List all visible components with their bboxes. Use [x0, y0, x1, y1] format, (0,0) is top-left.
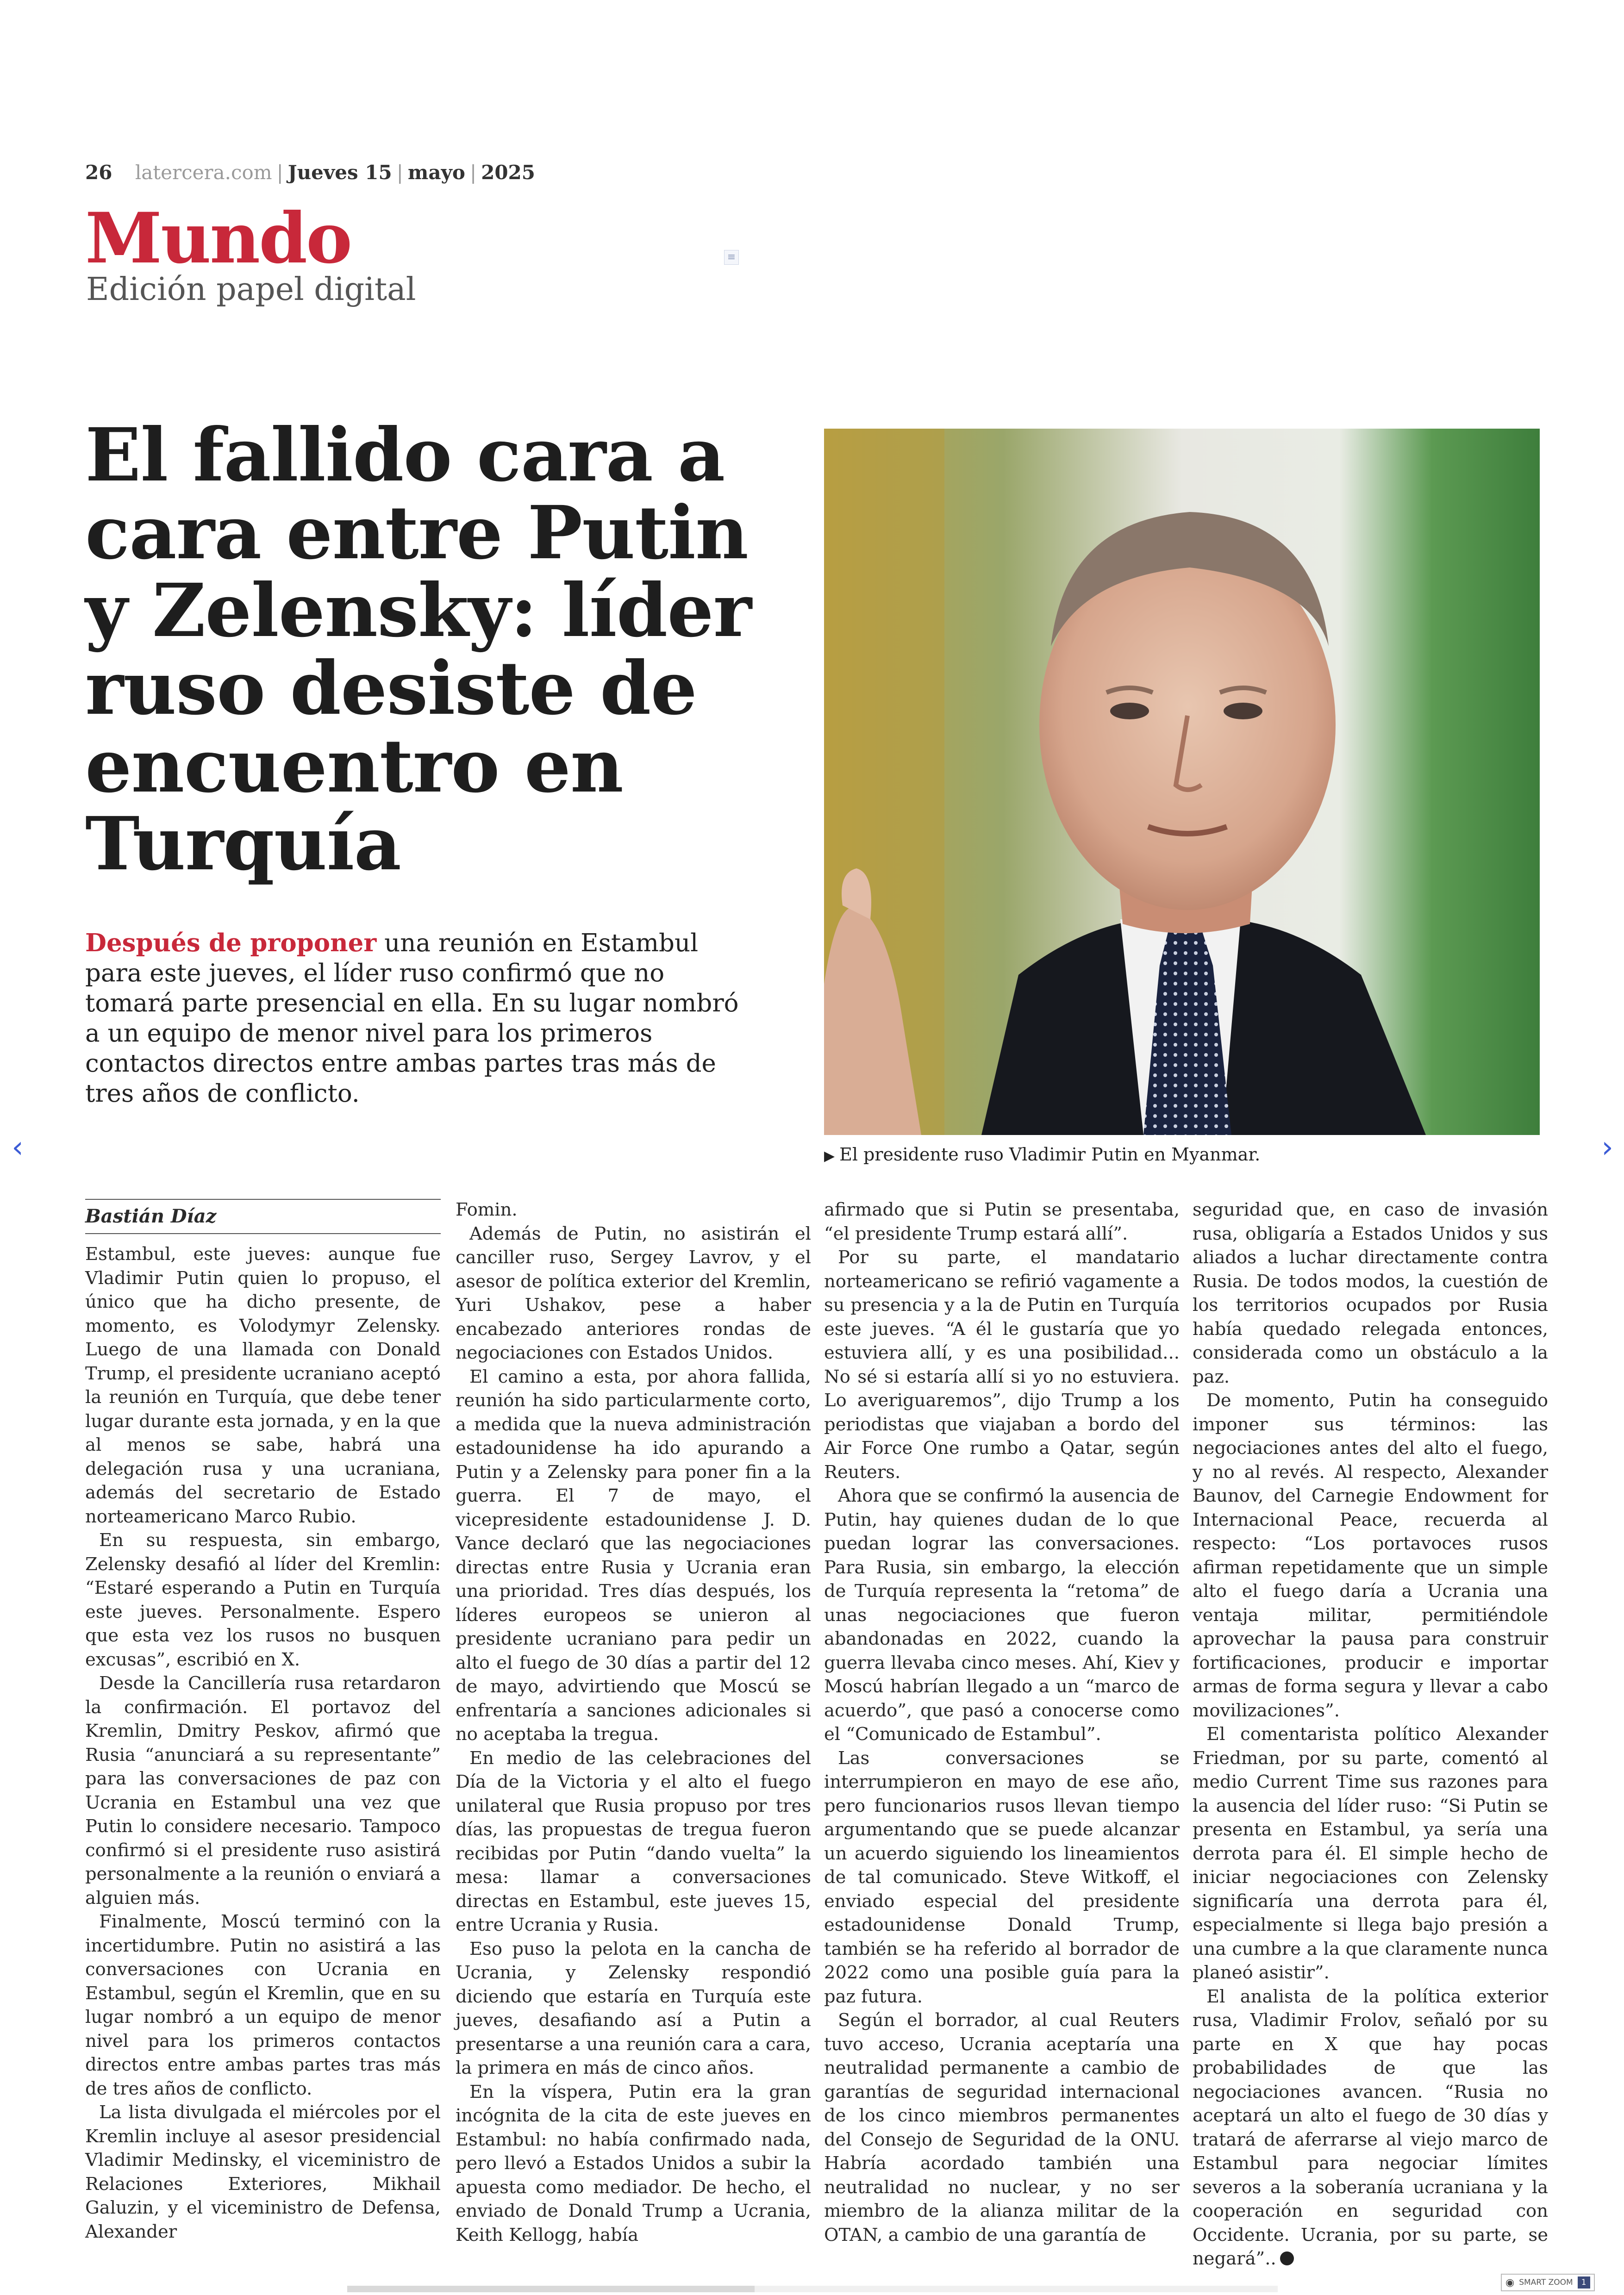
issue-year: 2025 — [481, 161, 536, 184]
issue-month: mayo — [407, 161, 465, 184]
paragraph: La lista divulgada el miércoles por el Kremlin incluye al asesor presidencial Vladimir Medinsky, el viceministro de Relaciones Exteriores, Mikhail Galuzin, y el viceministro de Defensa, Alexander — [85, 2102, 441, 2242]
paragraph: De momento, Putin ha conseguido imponer sus términos: las negociaciones antes del alto el fuego, y no al revés. Al respecto, Alexander Baunov, del Carnegie Endowment for Internacional Peace, recuerda al respecto: “Los portavoces rusos afirman repetidamente que un simple alto el fuego daría a Ucrania una ventaja militar, permitiéndole aprovechar la pausa para construir fortificaciones, producir e importar armas de forma segura y llevar a cabo movilizaciones”. — [1193, 1390, 1548, 1721]
end-of-article-icon — [1280, 2251, 1294, 2265]
paragraph: El comentarista político Alexander Friedman, por su parte, comentó al medio Current Time sus razones para la ausencia del líder ruso: “Si Putin se presenta en Estambul, ya sería una derrota para él. El simple hecho de iniciar negociaciones con Zelensky significaría una derrota para él, especialmente si llega bajo presión a una cumbre a la que claramente nunca planeó asistir”. — [1193, 1724, 1548, 1983]
paragraph: En su respuesta, sin embargo, Zelensky desafió al líder del Kremlin: “Estaré esperando a Putin en Turquía este jueves. Personalmente. Espero que esta vez los rusos no busquen excusas”, escribió en X. — [85, 1530, 441, 1670]
photo-caption: ▶ El presidente ruso Vladimir Putin en Myanmar. — [824, 1144, 1261, 1165]
paragraph: Fomin. — [456, 1199, 518, 1220]
paragraph: Estambul, este jueves: aunque fue Vladimir Putin quien lo propuso, el único que ha dicho presente, de momento, es Volodymyr Zelensky. Luego de una llamada con Donald Trump, el presidente ucraniano aceptó la reunión en Turquía, que debe tener lugar durante esta jornada, y en la que al menos se sabe, habrá una delegación rusa y una ucraniana, además del secretario de Estado norteamericano Marco Rubio. — [85, 1244, 441, 1527]
paragraph: afirmado que si Putin se presentaba, “el presidente Trump estará allí”. — [824, 1199, 1180, 1244]
page-indicator: 1 — [1578, 2276, 1590, 2289]
paragraph: El camino a esta, por ahora fallida, reunión ha sido particularmente corto, a medida que la nueva administración estadounidense ha ido apurando a Putin y a Zelensky para poner fin a la guerra. El 7 de mayo, el vicepresidente estadounidense J. D. Vance declaró que las negociaciones directas entre Rusia y Ucrania eran una prioridad. Tres días después, los líderes europeos se unieron al presidente ucraniano para pedir un alto el fuego de 30 días a partir del 12 de mayo, advirtiendo que Moscú se enfrentaría a sanciones adicionales si no aceptaba la tregua. — [456, 1366, 811, 1745]
deck-text: una reunión en Estambul para este jueves, el líder ruso confirmó que no tomará parte presencial en ella. En su lugar nombró a un equipo de menor nivel para los primeros contactos directos entre ambas partes tras más de tres años de conflicto. — [85, 929, 739, 1108]
paragraph: Además de Putin, no asistirán el canciller ruso, Sergey Lavrov, y el asesor de política exterior del Kremlin, Yuri Ushakov, pese a haber encabezado anteriores rondas de negociaciones con Estados Unidos. — [456, 1223, 811, 1363]
page-number: 26 — [85, 161, 112, 184]
site-name: latercera.com — [135, 161, 272, 184]
article-column-4 — [1193, 1198, 1548, 2271]
chevron-right-icon: › — [1601, 1130, 1613, 1165]
paragraph: Ahora que se confirmó la ausencia de Putin, hay quienes dudan de lo que puedan lograr las conversaciones. Para Rusia, sin embargo, la elección de Turquía representa la “retoma” de unas negociaciones que fueron abandonadas en 2022, cuando la guerra llevaba cinco meses. Ahí, Kiev y Moscú habrían llegado a un “marco de acuerdo”, que pasó a conocerse como el “Comunicado de Estambul”. — [824, 1485, 1180, 1745]
article-headline: El fallido cara a cara entre Putin y Zelensky: líder ruso desiste de encuentro en Turquía — [85, 412, 751, 887]
caption-pointer-icon: ▶ — [824, 1148, 835, 1164]
chevron-left-icon: ‹ — [12, 1130, 24, 1165]
note-marker-icon[interactable]: ≡ — [724, 250, 739, 265]
issue-day: Jueves 15 — [287, 161, 392, 184]
article-column-3 — [824, 1198, 1180, 2247]
article-column-1 — [85, 1198, 441, 2244]
smart-zoom-button[interactable] — [1501, 2274, 1595, 2291]
paragraph: Desde la Cancillería rusa retardaron la confirmación. El portavoz del Kremlin, Dmitry Peskov, afirmó que Rusia “anunciará a su representante” para las conversaciones de paz con Ucrania en Estambul una vez que Putin lo considere necesario. Tampoco confirmó si el presidente ruso asistirá personalmente a la reunión o enviará a alguien más. — [85, 1673, 441, 1908]
paragraph: En medio de las celebraciones del Día de la Victoria y el alto el fuego unilateral que Rusia propuso por tres días, las propuestas de tregua fueron recibidas por Putin “dando vuelta” la mesa: llamar a conversaciones directas en Estambul, este jueves 15, entre Ucrania y Rusia. — [456, 1747, 811, 1935]
deck-lead: Después de proponer — [85, 929, 377, 957]
paragraph: Finalmente, Moscú terminó con la incertidumbre. Putin no asistirá a las conversaciones con Ucrania en Estambul, según el Kremlin, que en su lugar nombró a un equipo de menor nivel para los primeros contactos directos entre ambas partes tras más de tres años de conflicto. — [85, 1911, 441, 2099]
article-deck — [85, 928, 752, 1109]
eye-icon: ◉ — [1505, 2276, 1515, 2289]
article-column-2 — [456, 1198, 811, 2247]
final-paragraph-text: El analista de la política exterior rusa, Vladimir Frolov, señaló por su parte en X que hay pocas probabilidades de que las negociaciones avancen. “Rusia no aceptará un alto el fuego de 30 días y tratará de aferrarse al viejo marco de Estambul para negociar límites severos a la soberanía ucraniana y la cooperación en seguridad con Occidente. Ucrania, por su parte, se negará”.. — [1193, 1986, 1548, 2269]
paragraph: Las conversaciones se interrumpieron en mayo de ese año, pero funcionarios rusos llevan tiempo argumentando que se puede alcanzar un acuerdo siguiendo los lineamientos de tal comunicado. Steve Witkoff, el enviado especial del presidente estadounidense Donald Trump, también se ha referido al borrador de 2022 como una posible guía para la paz futura. — [824, 1747, 1180, 2007]
previous-page-button[interactable] — [4, 1127, 31, 1168]
paragraph: Según el borrador, al cual Reuters tuvo acceso, Ucrania aceptaría una neutralidad permanente a cambio de garantías de seguridad internacional de los cinco miembros permanentes del Consejo de Seguridad de la ONU. Habría acordado también una neutralidad no nuclear, y no ser miembro de la alianza militar de la OTAN, a cambio de una garantía de — [824, 2010, 1180, 2245]
scrollbar-thumb[interactable] — [347, 2286, 755, 2292]
masthead: 26 latercera.com | Jueves 15 | mayo | 2025 — [85, 161, 536, 184]
smart-zoom-label: SMART ZOOM — [1519, 2278, 1573, 2287]
article-photo — [824, 429, 1540, 1135]
next-page-button[interactable] — [1593, 1127, 1621, 1168]
paragraph: En la víspera, Putin era la gran incógnita de la cita de este jueves en Estambul: no había confirmado nada, pero llevó a Estados Unidos a subir la apuesta como mediador. De hecho, el enviado de Donald Trump a Ucrania, Keith Kellogg, había — [456, 2081, 811, 2245]
paragraph — [1193, 1985, 1548, 2271]
paragraph: Eso puso la pelota en la cancha de Ucrania, y Zelensky respondió diciendo que estaría en Turquía este jueves, desafiando así a Putin a presentarse a una reunión cara a cara, la primera en más de cinco años. — [456, 1938, 811, 2078]
byline: Bastián Díaz — [85, 1199, 441, 1234]
paragraph: seguridad que, en caso de invasión rusa, obligaría a Estados Unidos y sus aliados a luchar directamente contra Rusia. De todos modos, la cuestión de los territorios ocupados por Rusia había quedado relegada entonces, considerada como un obstáculo a la paz. — [1193, 1199, 1548, 1387]
putin-portrait-illustration — [824, 429, 1540, 1135]
section-title: Mundo — [85, 198, 351, 279]
edition-label: Edición papel digital — [86, 271, 416, 308]
paragraph: Por su parte, el mandatario norteamericano se refirió vagamente a su presencia y a la de Putin en Turquía este jueves. “A él le gustaría que yo estuviera allí, y es una posibilidad... No sé si estaría allí si yo no estuviera. Lo averiguaremos”, dijo Trump a los periodistas que viajaban a bordo del Air Force One rumbo a Qatar, según Reuters. — [824, 1247, 1180, 1483]
